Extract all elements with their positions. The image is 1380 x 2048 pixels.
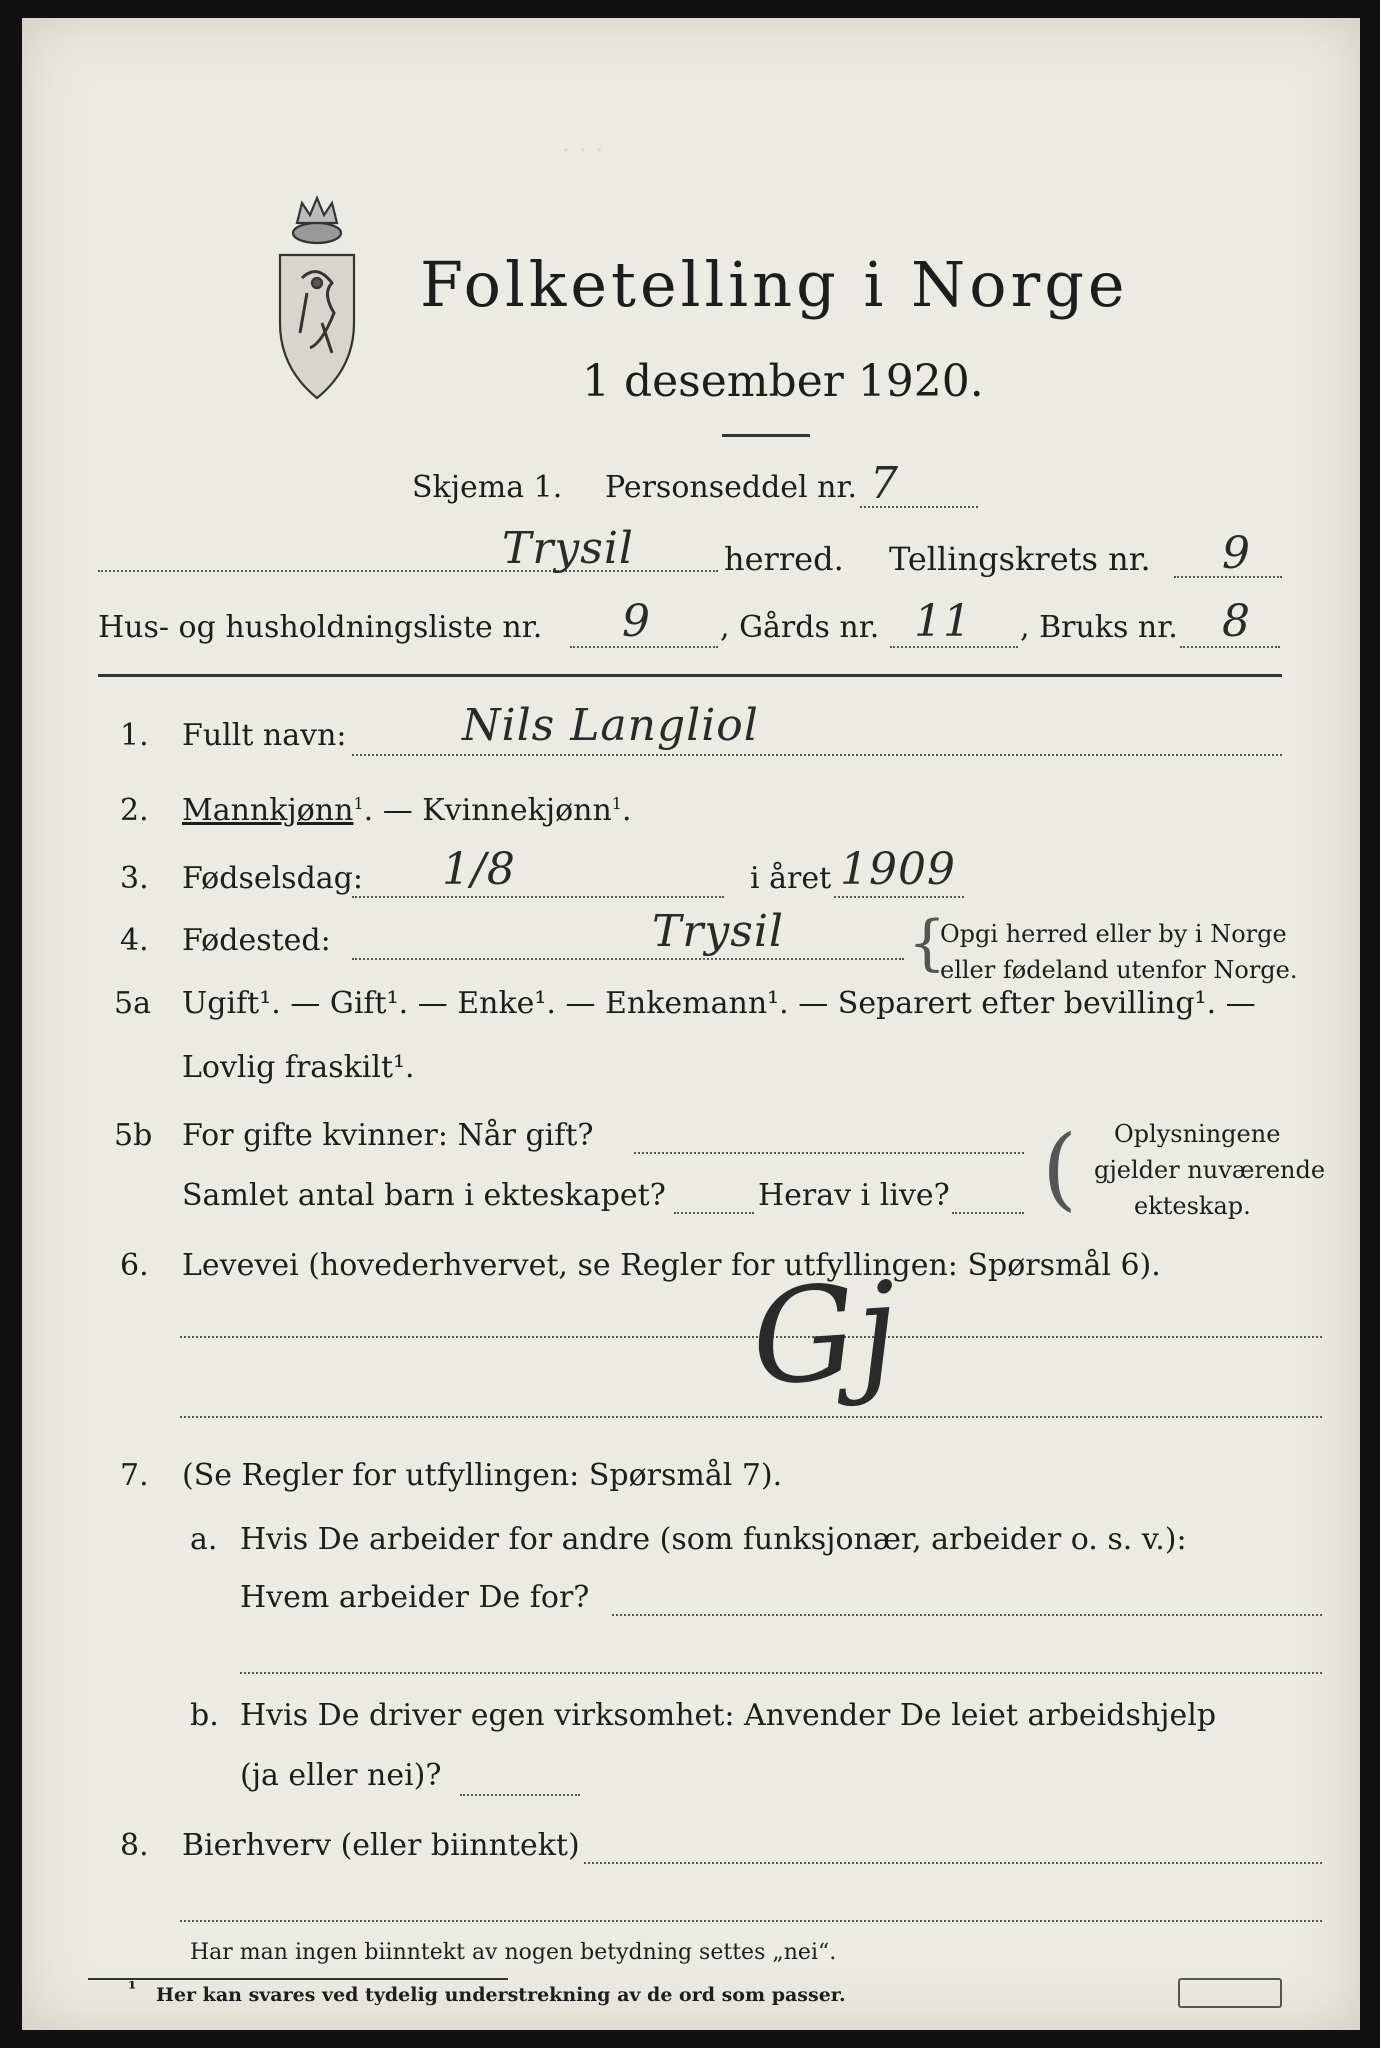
birthplace-line: [352, 958, 904, 960]
q1-line: [352, 754, 1282, 756]
q6-label: Levevei (hovederhvervet, se Regler for utfyllingen: Spørsmål 6).: [182, 1248, 1161, 1283]
q7b-line1: Hvis De driver egen virksomhet: Anvender De leiet arbeidshjelp: [240, 1698, 1217, 1733]
occupation-value[interactable]: Gj: [746, 1253, 904, 1415]
birthplace-note-1: Opgi herred eller by i Norge: [940, 920, 1287, 948]
herred-label: herred.: [724, 540, 844, 578]
alive-line: [952, 1212, 1024, 1214]
year-line: [834, 896, 964, 898]
form-title: Folketelling i Norge: [420, 248, 1129, 321]
q5b-children-label: Samlet antal barn i ekteskapet?: [182, 1178, 666, 1213]
q4-label: Fødested:: [182, 923, 331, 958]
side-income-line-1: [584, 1862, 1322, 1864]
q5a-number: 5a: [114, 986, 151, 1021]
bruks-label: , Bruks nr.: [1020, 610, 1178, 645]
footnote-divider: [88, 1978, 508, 1980]
employer-line-2: [240, 1672, 1322, 1674]
footnote-mark: ¹: [128, 1978, 137, 2000]
side-income-line-2: [180, 1920, 1322, 1922]
married-when-line: [634, 1152, 1024, 1154]
birthplace-value[interactable]: Trysil: [652, 906, 784, 957]
marriage-note-2: gjelder nuværende: [1094, 1156, 1326, 1184]
employer-line-1: [612, 1614, 1322, 1616]
occupation-line-2: [180, 1416, 1322, 1418]
gender-female-option[interactable]: Kvinnekjønn: [422, 793, 612, 828]
q3-number: 3.: [120, 861, 149, 896]
herred-value[interactable]: Trysil: [502, 523, 634, 574]
header-divider: [98, 674, 1282, 677]
q7-label: (Se Regler for utfyllingen: Spørsmål 7).: [182, 1458, 783, 1493]
year-label: i året: [750, 861, 832, 896]
q7b-number: b.: [190, 1698, 219, 1733]
marriage-note-3: ekteskap.: [1134, 1192, 1251, 1220]
note-brace: {: [908, 908, 947, 978]
q2-number: 2.: [120, 793, 149, 828]
printer-stamp: [1178, 1978, 1282, 2008]
skjema-label: Skjema 1.: [412, 470, 563, 505]
tellingskrets-value[interactable]: 9: [1222, 528, 1251, 579]
hired-help-line: [460, 1794, 580, 1796]
coat-of-arms-icon: [262, 193, 372, 408]
birthplace-note-2: eller fødeland utenfor Norge.: [940, 956, 1298, 984]
q8-number: 8.: [120, 1828, 149, 1863]
bruks-value[interactable]: 8: [1222, 596, 1251, 647]
q5b-alive-label: Herav i live?: [758, 1178, 950, 1213]
q7a-line1: Hvis De arbeider for andre (som funksjonær, arbeider o. s. v.):: [240, 1522, 1187, 1557]
children-line: [674, 1212, 754, 1214]
marital-status-divorced[interactable]: Lovlig fraskilt¹.: [182, 1050, 415, 1085]
gards-value[interactable]: 11: [914, 596, 972, 647]
marriage-note-brace: (: [1042, 1116, 1078, 1221]
personseddel-value[interactable]: 7: [870, 458, 899, 509]
q6-number: 6.: [120, 1248, 149, 1283]
marital-status-options[interactable]: Ugift¹. — Gift¹. — Enke¹. — Enkemann¹. — Separert efter bevilling¹. —: [182, 986, 1256, 1021]
q1-number: 1.: [120, 718, 149, 753]
q7b-label: (ja eller nei)?: [240, 1758, 442, 1793]
q7a-label: Hvem arbeider De for?: [240, 1580, 590, 1615]
hus-value[interactable]: 9: [622, 596, 651, 647]
footnote-text: Her kan svares ved tydelig understrekning av de ord som passer.: [156, 1984, 846, 2006]
birth-year-value[interactable]: 1909: [840, 844, 956, 895]
q8-label: Bierhverv (eller biinntekt): [182, 1828, 580, 1863]
gender-male-option[interactable]: Mannkjønn: [182, 793, 354, 828]
title-divider: [722, 434, 810, 437]
gender-options: Mannkjønn$^1$. — Kvinnekjønn$^1$.: [182, 793, 632, 828]
gards-label: , Gårds nr.: [720, 610, 880, 645]
q7a-number: a.: [190, 1522, 218, 1557]
q5b-married-when-label: For gifte kvinner: Når gift?: [182, 1118, 594, 1153]
hus-label: Hus- og husholdningsliste nr.: [98, 610, 543, 645]
birthday-line: [352, 896, 724, 898]
q7-number: 7.: [120, 1458, 149, 1493]
full-name-value[interactable]: Nils Langliol: [462, 700, 759, 751]
side-income-note: Har man ingen biinntekt av nogen betydning settes „nei“.: [190, 1940, 837, 1965]
marriage-note-1: Oplysningene: [1114, 1120, 1281, 1148]
census-date: 1 desember 1920.: [582, 356, 984, 407]
personseddel-label: Personseddel nr.: [605, 470, 858, 505]
q1-label: Fullt navn:: [182, 718, 347, 753]
bleed-through: · · ·: [562, 136, 604, 166]
q5b-number: 5b: [114, 1118, 153, 1153]
tellingskrets-label: Tellingskrets nr.: [889, 540, 1151, 578]
q3-label: Fødselsdag:: [182, 861, 363, 896]
census-form: [22, 18, 1360, 2030]
q4-number: 4.: [120, 923, 149, 958]
birthday-value[interactable]: 1/8: [442, 844, 516, 895]
